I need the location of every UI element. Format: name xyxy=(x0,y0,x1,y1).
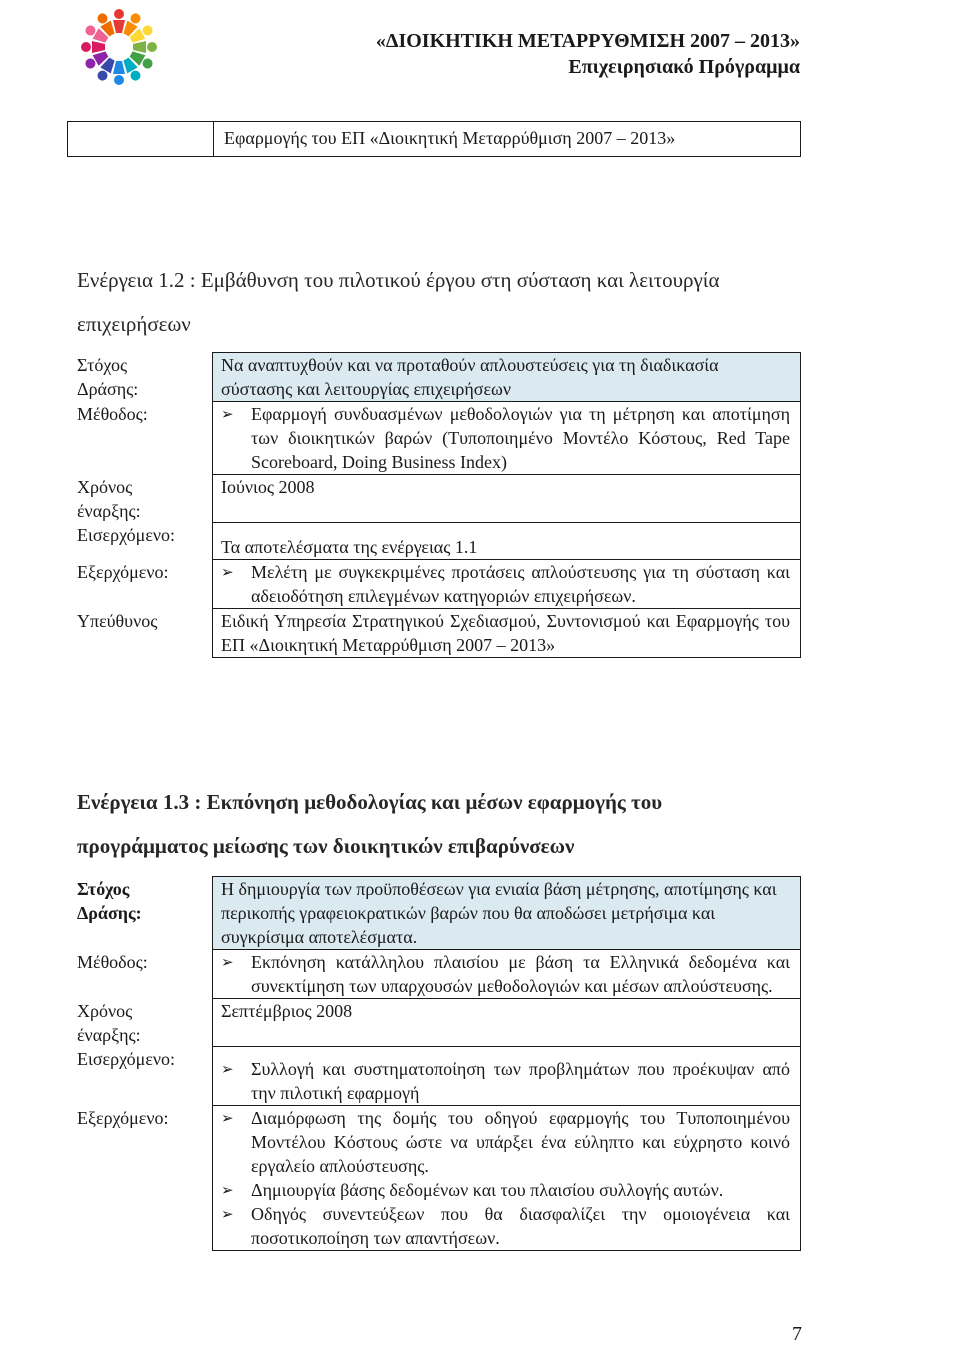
table-row xyxy=(67,1047,801,1106)
input-cell: Τα αποτελέσματα της ενέργειας 1.1 xyxy=(213,523,801,560)
input-label: Εισερχόμενο: xyxy=(77,524,176,545)
arrow-bullet-icon: ➢ xyxy=(221,1109,234,1127)
list-item: ➢ Δημιουργία βάσης δεδομένων και του πλαισίου συλλογής αυτών. xyxy=(221,1180,724,1200)
output-cell: ➢ Μελέτη με συγκεκριμένες προτάσεις απλούστευσης για τη σύσταση και αδειοδότηση επιλεγμένων κατηγοριών επιχειρήσεων. xyxy=(213,560,801,609)
goal-cell: Να αναπτυχθούν και να προταθούν απλουστεύσεις για τη διαδικασία σύστασης και λειτουργίας επιχειρήσεων xyxy=(213,353,801,402)
goal-label: Στόχος Δράσης: xyxy=(77,878,142,923)
action-1-3-table xyxy=(67,876,801,1251)
start-cell: Σεπτέμβριος 2008 xyxy=(213,999,801,1047)
arrow-bullet-icon: ➢ xyxy=(221,1060,234,1078)
action-1-3-title: Ενέργεια 1.3 : Εκπόνηση μεθοδολογίας και μέσων εφαρμογής του προγράμματος μείωσης των διοικητικών επιβαρύνσεων xyxy=(77,790,663,858)
action-1-2-title: Ενέργεια 1.2 : Εμβάθυνση του πιλοτικού έργου στη σύσταση και λειτουργία επιχειρήσεων xyxy=(77,268,720,336)
arrow-bullet-icon: ➢ xyxy=(221,953,234,971)
method-label: Μέθοδος: xyxy=(77,403,148,424)
arrow-bullet-icon: ➢ xyxy=(221,563,234,581)
list-item: ➢ Οδηγός συνεντεύξεων που θα διασφαλίζει την ομοιογένεια και ποσοτικοποίηση των απαντήσεων. xyxy=(221,1204,790,1248)
output-label: Εξερχόμενο: xyxy=(77,1107,169,1128)
start-label: Χρόνος έναρξης: xyxy=(77,1000,141,1045)
input-cell: ➢ Συλλογή και συστηματοποίηση των προβλημάτων που προέκυψαν από την πιλοτική εφαρμογή xyxy=(213,1047,801,1106)
output-cell xyxy=(213,1106,801,1251)
logo-icon xyxy=(76,4,162,90)
table-row xyxy=(67,402,801,475)
table-row xyxy=(67,999,801,1047)
action-1-2-table xyxy=(67,352,801,658)
arrow-bullet-icon: ➢ xyxy=(221,1181,234,1199)
goal-label: Στόχος Δράσης: xyxy=(77,354,139,399)
table-row xyxy=(67,523,801,560)
arrow-bullet-icon: ➢ xyxy=(221,1205,234,1223)
arrow-bullet-icon: ➢ xyxy=(221,405,234,423)
output-label: Εξερχόμενο: xyxy=(77,561,169,582)
table-row xyxy=(67,877,801,950)
method-cell: ➢ Εφαρμογή συνδυασμένων μεθοδολογιών για τη μέτρηση και αποτίμηση των διοικητικών βαρών (Τυποποιημένο Μοντέλο Κόστους, Red Tape Scoreboard, Doing Business Index) xyxy=(213,402,801,475)
table-row xyxy=(67,560,801,609)
table-row xyxy=(67,475,801,523)
page-header xyxy=(376,28,800,80)
input-label: Εισερχόμενο: xyxy=(77,1048,176,1069)
method-label: Μέθοδος: xyxy=(77,951,148,972)
method-cell: ➢ Εκπόνηση κατάλληλου πλαισίου με βάση τα Ελληνικά δεδομένα και συνεκτίμηση των υπαρχουσών μεθοδολογιών και μέσων απλούστευσης. xyxy=(213,950,801,999)
list-item: ➢ Διαμόρφωση της δομής του οδηγού εφαρμογής του Τυποποιημένου Μοντέλου Κόστους ώστε να υπάρξει ένα εύληπτο και εύχρηστο κοινό εργαλείο απλούστευσης. xyxy=(221,1108,790,1176)
table-row xyxy=(67,1106,801,1251)
header-subtitle: Επιχειρησιακό Πρόγραμμα xyxy=(568,56,800,78)
goal-cell: Η δημιουργία των προϋποθέσεων για ενιαία βάση μέτρησης, αποτίμησης και περικοπής γραφειοκρατικών βαρών που θα αποδώσει μετρήσιμα και συγκρίσιμα αποτελέσματα. xyxy=(213,877,801,950)
page-number: 7 xyxy=(792,1323,802,1345)
table-row xyxy=(67,950,801,999)
table-row xyxy=(67,609,801,658)
previous-table-cell: Εφαρμογής του ΕΠ «Διοικητική Μεταρρύθμιση 2007 – 2013» xyxy=(214,122,801,157)
start-label: Χρόνος έναρξης: xyxy=(77,476,141,521)
start-cell: Ιούνιος 2008 xyxy=(213,475,801,523)
responsible-label: Υπεύθυνος xyxy=(77,610,158,631)
previous-table-fragment xyxy=(67,121,801,157)
header-title: «ΔΙΟΙΚΗΤΙΚΗ ΜΕΤΑΡΡΥΘΜΙΣΗ 2007 – 2013» xyxy=(375,30,800,52)
responsible-cell: Ειδική Υπηρεσία Στρατηγικού Σχεδιασμού, Συντονισμού και Εφαρμογής του ΕΠ «Διοικητική Μεταρρύθμιση 2007 – 2013» xyxy=(213,609,801,658)
table-row xyxy=(67,353,801,402)
